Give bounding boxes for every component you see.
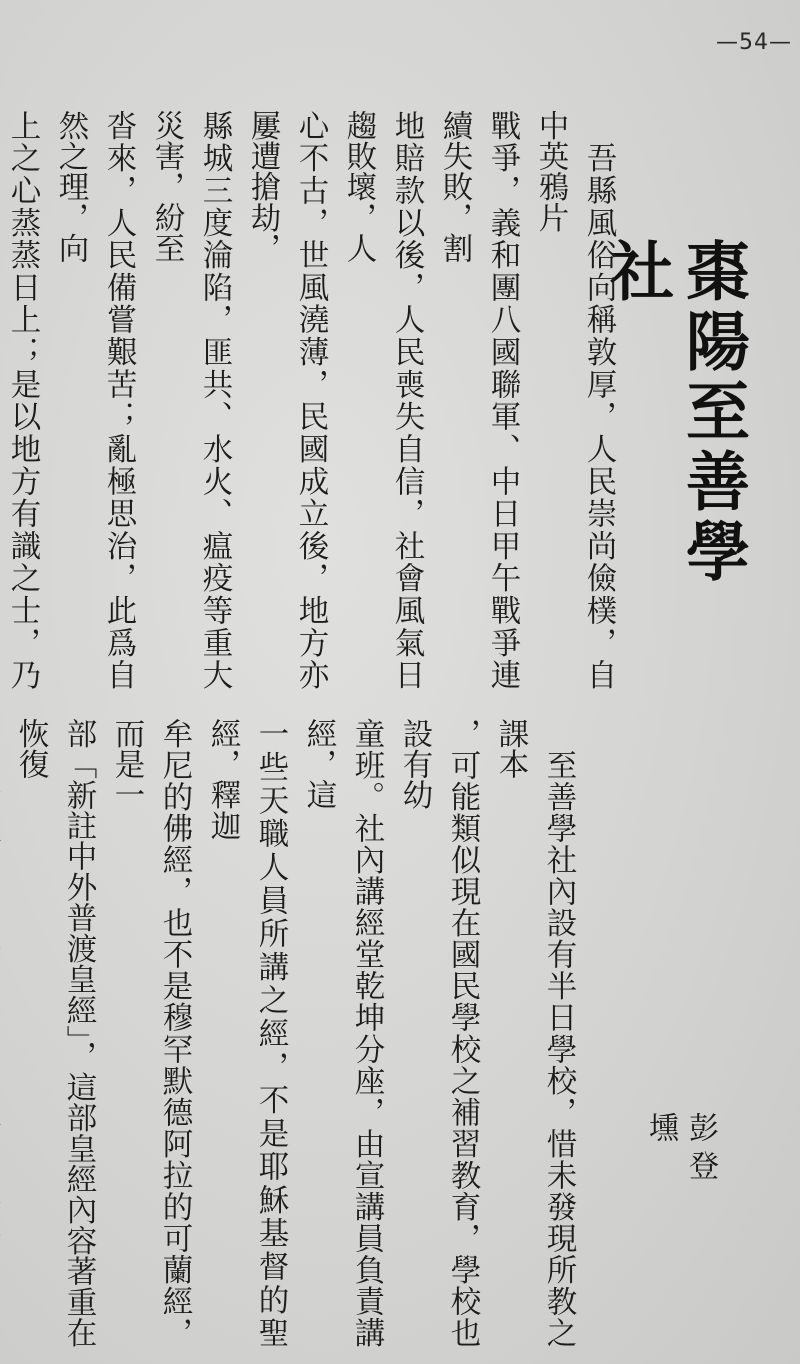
text-column: 地賠款以後，人民喪失自信，社會風氣日趨敗壞，人 — [341, 110, 424, 690]
text-column: 戰爭，義和團八國聯軍、中日甲午戰爭連續失敗，割 — [437, 110, 520, 690]
text-column: 牟尼的佛經，也不是穆罕默德阿拉的可蘭經，而是一 — [109, 718, 192, 1348]
text-column: 縣城三度淪陷，匪共、水火、瘟疫等重大災害，紛至 — [149, 110, 232, 690]
text-column: 吾縣風俗向稱敦厚，人民崇尚儉樸，自中英鴉片 — [533, 110, 616, 690]
text-column: 沓來，人民備嘗艱苦；亂極思治，此爲自然之理，向 — [53, 110, 136, 690]
article-title: 棗陽至善學社 — [599, 238, 750, 588]
text-column — [0, 718, 6, 1348]
page-number: —54— — [716, 30, 792, 55]
text-column: 上之心蒸蒸日上；是以地方有識之士，乃 — [5, 110, 40, 690]
text-column: 一些天職人員所講之經，不是耶穌基督的聖經，釋迦 — [205, 718, 288, 1348]
text-column: 心不古，世風澆薄，民國成立後，地方亦屢遭搶劫， — [245, 110, 328, 690]
text-column: ，可能類似現在國民學校之補習教育，學校也設有幼 — [397, 718, 480, 1348]
text-column: 至善學社內設有半日學校，惜未發現所教之課本 — [493, 718, 576, 1348]
article-author: 彭登壎 — [643, 1112, 718, 1188]
upper-text-block — [5, 110, 622, 690]
lower-text-block — [13, 718, 582, 1348]
text-column: 部「新註中外普渡皇經」，這部皇經內容著重在恢復 — [13, 718, 96, 1348]
text-column: 童班。社內講經堂乾坤分座，由宣講員負責講經，這 — [301, 718, 384, 1348]
